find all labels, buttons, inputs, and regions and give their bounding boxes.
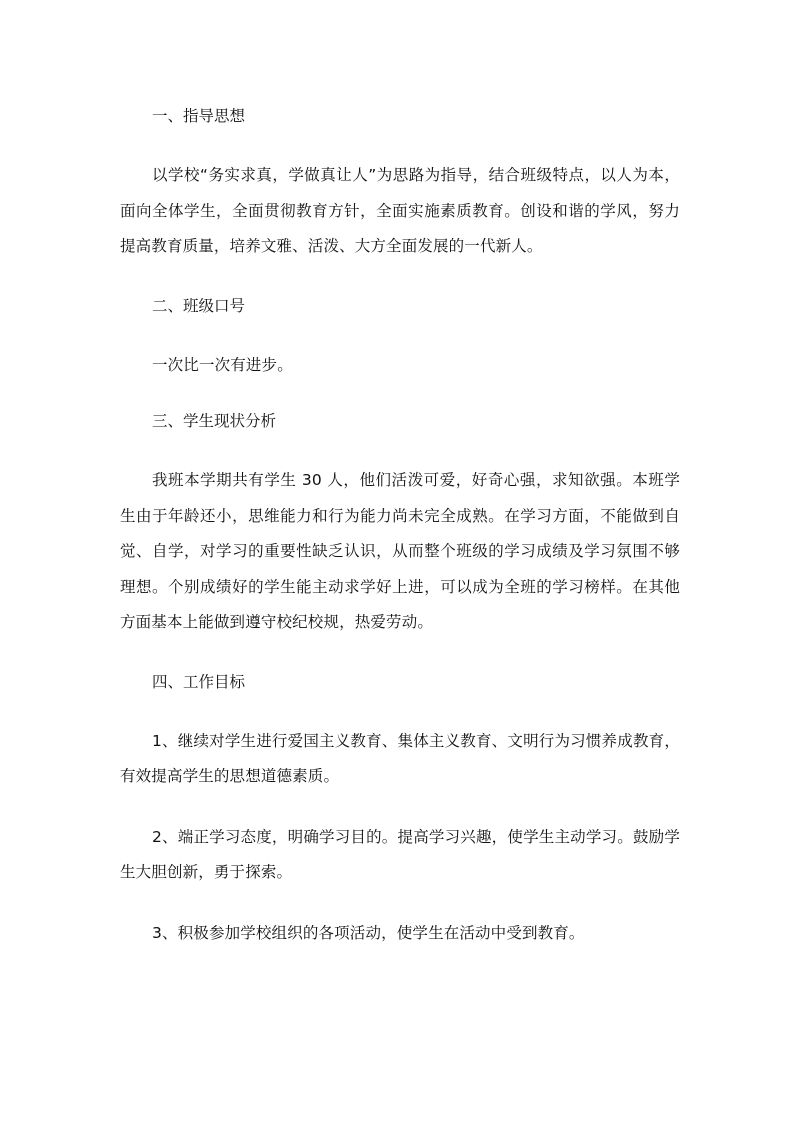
list-item-work-goal-1: 1、继续对学生进行爱国主义教育、集体主义教育、文明行为习惯养成教育，有效提高学生的思想道德素质。 — [120, 731, 680, 785]
list-item-work-goal-3: 3、积极参加学校组织的各项活动，使学生在活动中受到教育。 — [152, 923, 585, 942]
list-item-work-goal-2: 2、端正学习态度，明确学习目的。提高学习兴趣，使学生主动学习。鼓励学生大胆创新，勇于探索。 — [120, 827, 680, 881]
paragraph-guiding-ideology: 以学校“务实求真，学做真让人”为思路为指导，结合班级特点，以人为本，面向全体学生，全面贯彻教育方针，全面实施素质教育。创设和谐的学风，努力提高教育质量，培养文雅、活泼、大方全面发展的一代新人。 — [120, 166, 680, 255]
section-heading-guiding-ideology: 一、指导思想 — [152, 107, 246, 125]
section-heading-student-analysis: 三、学生现状分析 — [152, 412, 277, 430]
paragraph-class-slogan: 一次比一次有进步。 — [152, 355, 293, 374]
paragraph-student-analysis: 我班本学期共有学生 30 人，他们活泼可爱，好奇心强，求知欲强。本班学生由于年龄还小，思维能力和行为能力尚未完全成熟。在学习方面，不能做到自觉、自学，对学习的重要性缺乏认识，从而整个班级的学习成绩及学习氛围不够理想。个别成绩好的学生能主动求学好上进，可以成为全班的学习榜样。在其他方面基本上能做到遵守校纪校规，热爱劳动。 — [120, 471, 680, 631]
document-body — [120, 100, 680, 951]
section-heading-work-goals: 四、工作目标 — [152, 672, 246, 691]
section-heading-class-slogan: 二、班级口号 — [152, 296, 246, 315]
